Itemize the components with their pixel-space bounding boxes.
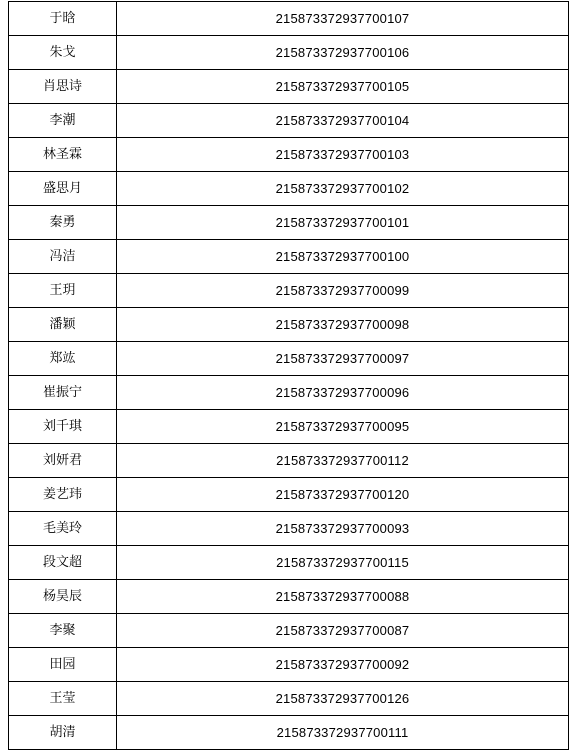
id-number-cell: 215873372937700101 xyxy=(117,206,569,240)
id-number-cell: 215873372937700103 xyxy=(117,138,569,172)
name-cell: 李潮 xyxy=(9,104,117,138)
id-number-cell: 215873372937700092 xyxy=(117,648,569,682)
table-row xyxy=(9,444,569,478)
name-cell: 冯洁 xyxy=(9,240,117,274)
table-row xyxy=(9,104,569,138)
table-row xyxy=(9,70,569,104)
id-number-cell: 215873372937700095 xyxy=(117,410,569,444)
table-row xyxy=(9,240,569,274)
name-cell: 姜艺玮 xyxy=(9,478,117,512)
id-number-cell: 215873372937700126 xyxy=(117,682,569,716)
name-cell: 杨昊辰 xyxy=(9,580,117,614)
name-cell: 胡清 xyxy=(9,716,117,750)
name-cell: 于晗 xyxy=(9,2,117,36)
roster-table xyxy=(8,1,569,750)
table-row xyxy=(9,206,569,240)
table-row xyxy=(9,580,569,614)
name-cell: 肖思诗 xyxy=(9,70,117,104)
name-cell: 段文超 xyxy=(9,546,117,580)
name-cell: 林圣霖 xyxy=(9,138,117,172)
id-number-cell: 215873372937700100 xyxy=(117,240,569,274)
table-row xyxy=(9,478,569,512)
id-number-cell: 215873372937700102 xyxy=(117,172,569,206)
id-number-cell: 215873372937700096 xyxy=(117,376,569,410)
name-cell: 刘千琪 xyxy=(9,410,117,444)
table-row xyxy=(9,342,569,376)
table-row xyxy=(9,716,569,750)
id-number-cell: 215873372937700104 xyxy=(117,104,569,138)
id-number-cell: 215873372937700088 xyxy=(117,580,569,614)
id-number-cell: 215873372937700115 xyxy=(117,546,569,580)
table-row xyxy=(9,172,569,206)
id-number-cell: 215873372937700105 xyxy=(117,70,569,104)
name-cell: 刘妍君 xyxy=(9,444,117,478)
table-row xyxy=(9,36,569,70)
id-number-cell: 215873372937700098 xyxy=(117,308,569,342)
table-row xyxy=(9,410,569,444)
table-row xyxy=(9,546,569,580)
table-row xyxy=(9,648,569,682)
id-number-cell: 215873372937700112 xyxy=(117,444,569,478)
table-row xyxy=(9,274,569,308)
id-number-cell: 215873372937700120 xyxy=(117,478,569,512)
id-number-cell: 215873372937700099 xyxy=(117,274,569,308)
name-cell: 崔振宁 xyxy=(9,376,117,410)
name-cell: 王玥 xyxy=(9,274,117,308)
name-cell: 朱戈 xyxy=(9,36,117,70)
name-cell: 王莹 xyxy=(9,682,117,716)
table-row xyxy=(9,512,569,546)
id-number-cell: 215873372937700093 xyxy=(117,512,569,546)
id-number-cell: 215873372937700107 xyxy=(117,2,569,36)
name-cell: 潘颖 xyxy=(9,308,117,342)
table-row xyxy=(9,308,569,342)
name-cell: 盛思月 xyxy=(9,172,117,206)
table-row xyxy=(9,682,569,716)
table-row xyxy=(9,138,569,172)
id-number-cell: 215873372937700087 xyxy=(117,614,569,648)
id-number-cell: 215873372937700097 xyxy=(117,342,569,376)
table-row xyxy=(9,614,569,648)
name-cell: 郑竑 xyxy=(9,342,117,376)
roster-table-body xyxy=(9,2,569,750)
name-cell: 秦勇 xyxy=(9,206,117,240)
table-row xyxy=(9,2,569,36)
name-cell: 田园 xyxy=(9,648,117,682)
id-number-cell: 215873372937700111 xyxy=(117,716,569,750)
name-cell: 李聚 xyxy=(9,614,117,648)
id-number-cell: 215873372937700106 xyxy=(117,36,569,70)
table-row xyxy=(9,376,569,410)
name-cell: 毛美玲 xyxy=(9,512,117,546)
